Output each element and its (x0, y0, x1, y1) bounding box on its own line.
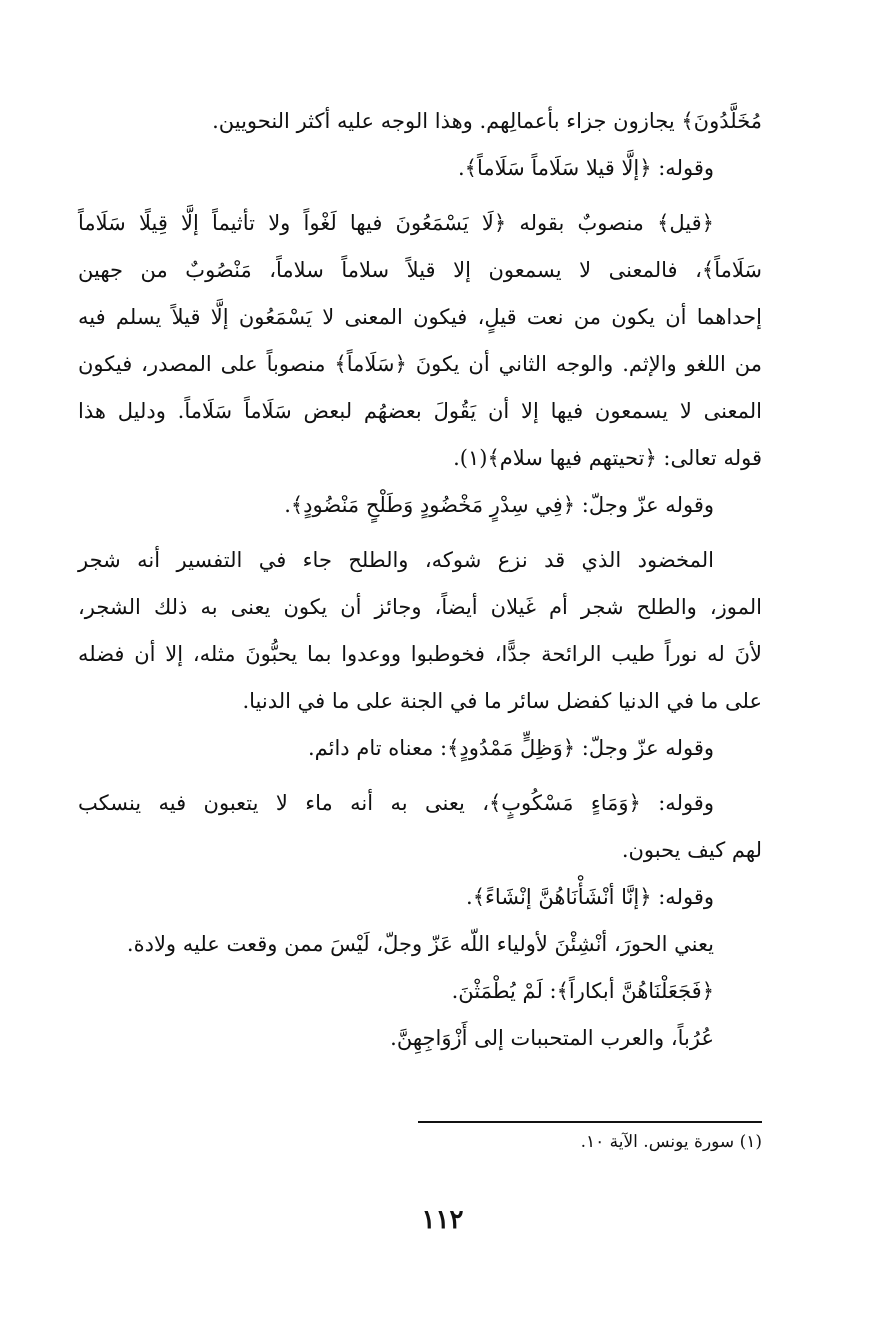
text-line-12: لأنَ له نوراً طيب الرائحة جدًّا، فخوطبوا ووعدوا بما يحبُّونَ مثله، إلا أن فضله (78, 642, 762, 666)
footnote: (١) سورة يونس. الآية ١٠. (580, 1132, 762, 1152)
text-line-8: قوله تعالى: ﴿تحيتهم فيها سلام﴾(١). (453, 446, 762, 470)
main-text (78, 98, 762, 1062)
text-line-6: من اللغو والإثم. والوجه الثاني أن يكونَ ﴿سَلَاماً﴾ منصوباً على المصدر، فيكون (78, 352, 762, 376)
text-line-16: لهم كيف يحبون. (621, 838, 762, 862)
text-line-9: وقوله عزّ وجلّ: ﴿فِي سِدْرٍ مَخْضُودٍ وَطَلْحٍ مَنْضُودٍ﴾. (284, 493, 714, 517)
text-line-18: يعني الحورَ، أنْشِئْنَ لأولياء اللّه عَزّ وجلّ، لَيْسَ ممن وقعت عليه ولادة. (126, 932, 714, 956)
text-line-14: وقوله عزّ وجلّ: ﴿وَظِلٍّ مَمْدُودٍ﴾: معناه تام دائم. (307, 736, 714, 760)
paragraph-gap (78, 192, 762, 200)
text-line-5: إحداهما أن يكون من نعت قيلٍ، فيكون المعنى لا يَسْمَعُون إلَّا قيلاً يسلم فيه (78, 305, 762, 329)
footnote-divider (418, 1121, 762, 1123)
paragraph-gap (78, 772, 762, 780)
text-line-7: المعنى لا يسمعون فيها إلا أن يَقُولَ بعضهُم لبعض سَلَاماً سَلَاماً. ودليل هذا (78, 399, 762, 423)
text-line-11: الموز، والطلح شجر أم غَيلان أيضاً، وجائز أن يكون يعنى به ذلك الشجر، (78, 595, 762, 619)
paragraph-gap (78, 529, 762, 537)
text-line-15: وقوله: ﴿وَمَاءٍ مَسْكُوبٍ﴾، يعنى به أنه ماء لا يتعبون فيه ينسكب (78, 791, 714, 815)
text-line-19: ﴿فَجَعَلْنَاهُنَّ أبكاراً﴾: لَمْ يُطْمَثْنَ. (451, 979, 714, 1003)
text-line-3: ﴿قيل﴾ منصوبٌ بقوله ﴿لَا يَسْمَعُونَ فيها لَغْواً ولا تأثيماً إلَّا قِيلًا سَلَاماً (78, 211, 714, 235)
text-line-17: وقوله: ﴿إنَّا أنْشَأْنَاهُنَّ إنْشَاءً﴾. (466, 885, 714, 909)
text-line-4: سَلَاماً﴾، فالمعنى لا يسمعون إلا قيلاً سلاماً سلاماً، مَنْصُوبٌ من جهين (78, 258, 762, 282)
page-number: ١١٢ (421, 1205, 464, 1235)
text-line-13: على ما في الدنيا كفضل سائر ما في الجنة على ما في الدنيا. (242, 689, 762, 713)
text-line-20: عُرُباً، والعرب المتحببات إلى أَزْوَاجِهِنَّ. (390, 1026, 714, 1050)
text-line-10: المخضود الذي قد نزع شوكه، والطلح جاء في التفسير أنه شجر (78, 548, 714, 572)
text-line-2: وقوله: ﴿إلَّا قيلا سَلَاماً سَلَاماً﴾. (457, 156, 714, 180)
text-line-1: مُخَلَّدُونَ﴾ يجازون جزاء بأعمالِهم. وهذا الوجه عليه أكثر النحويين. (212, 109, 762, 133)
